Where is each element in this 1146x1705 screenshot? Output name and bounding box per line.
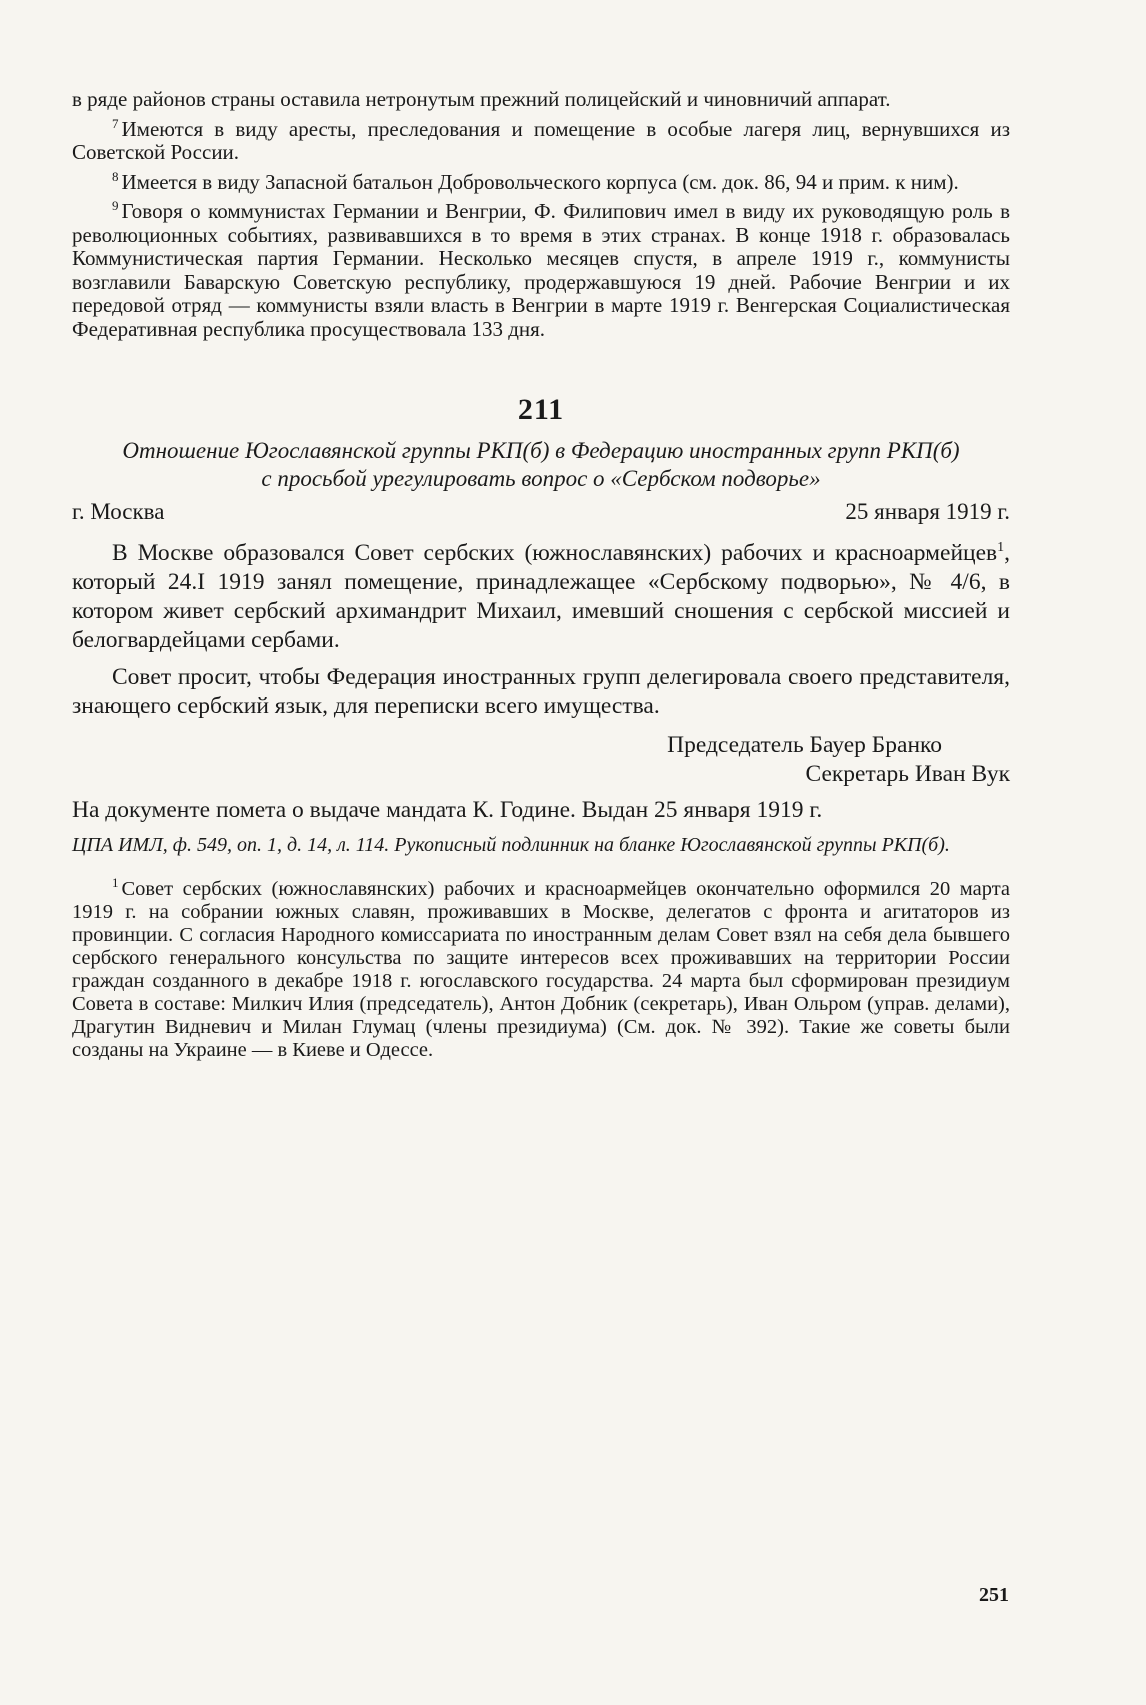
footnote-text: Совет сербских (южнославянских) рабочих и красноармейцев окончательно оформился 20 марта 1919 г. на собрании южных славян, проживавших в Москве, делегатов с фронта и агитаторов из провинции. С согласия Народного комиссариата по иностранным делам Совет взял на себя дела бывшего сербского генерального консульства по защите интересов всех проживавших на территории России граждан созданного в декабре 1918 г. югославского государства. 24 марта был сформирован президиум Совета в составе: Милкич Илия (председатель), Антон Добник (секретарь), Иван Ольром (управ. делами), Драгутин Видневич и Милан Глумац (члены президиума) (См. док. № 392). Такие же советы были созданы на Украине — в Киеве и Одессе. — [72, 877, 1010, 1061]
body-paragraph-1 — [72, 533, 1010, 655]
body-paragraph-2: Совет просит, чтобы Федерация иностранных групп делегировала своего представителя, знающего сербский язык, для переписки всего имущества. — [72, 663, 1010, 719]
paragraph-text: , который 24.I 1919 занял помещение, принадлежащее «Сербскому подворью», № 4/6, в котором живет сербский архимандрит Михаил, имевший сношения с сербской миссией и белогвардейцами сербами. — [72, 539, 1010, 653]
archive-source: ЦПА ИМЛ, ф. 549, оп. 1, д. 14, л. 114. Рукописный подлинник на бланке Югославянской группы РКП(б). — [72, 833, 950, 856]
signature-secretary: Секретарь Иван Вук — [805, 760, 1010, 787]
footnote-text: Говоря о коммунистах Германии и Венгрии, Ф. Филипович имел в виду их руководящую роль в революционных событиях, развивавшихся в то время в этих странах. В конце 1918 г. образовалась Коммунистическая партия Германии. Несколько месяцев спустя, в апреле 1919 г., коммунисты возглавили Баварскую Советскую республику, продержавшуюся 19 дней. Рабочие Венгрии и их передовой отряд — коммунисты взяли власть в Венгрии в марте 1919 г. Венгерская Социалистическая Федеративная республика просуществовала 133 дня. — [72, 199, 1010, 341]
page-number: 251 — [979, 1584, 1009, 1606]
footnote-text: Имеется в виду Запасной батальон Добровольческого корпуса (см. док. 86, 94 и прим. к ним). — [121, 169, 959, 194]
footnote-continuation — [72, 88, 1010, 112]
top-footnotes — [72, 88, 1010, 341]
footnote-number: 1 — [112, 874, 119, 890]
footnote-text: в ряде районов страны оставила нетронутым прежний полицейский и чиновничий аппарат. — [72, 87, 891, 111]
document-place: г. Москва — [72, 499, 165, 524]
document-body — [72, 533, 1010, 721]
paragraph-text: В Москве образовался Совет сербских (южнославянских) рабочих и красноармейцев — [112, 539, 998, 566]
footnote-number: 7 — [112, 115, 119, 131]
footnote-text: Имеются в виду аресты, преследования и помещение в особые лагеря лиц, вернувшихся из Советской России. — [72, 116, 1010, 164]
document-note: На документе помета о выдаче мандата К. Године. Выдан 25 января 1919 г. — [72, 796, 823, 823]
footnote-7 — [72, 112, 1010, 165]
footnote-8 — [72, 165, 1010, 195]
document-date: 25 января 1919 г. — [845, 499, 1010, 524]
footnote-number: 9 — [112, 198, 119, 213]
footnote-1 — [72, 871, 1010, 1062]
footnote-9 — [72, 194, 1010, 341]
signature-chairman: Председатель Бауер Бранко — [667, 731, 942, 758]
document-title: Отношение Югославянской группы РКП(б) в Федерацию иностранных групп РКП(б) с просьбой урегулировать вопрос о «Сербском подворье» — [122, 438, 960, 491]
document-footnotes — [72, 871, 1010, 1062]
signatures — [72, 731, 1010, 789]
place-date-line — [72, 499, 1010, 525]
document-number: 211 — [517, 393, 565, 426]
document-page — [72, 88, 1010, 1062]
footnote-number: 8 — [112, 168, 119, 184]
footnote-reference: 1 — [997, 540, 1005, 555]
